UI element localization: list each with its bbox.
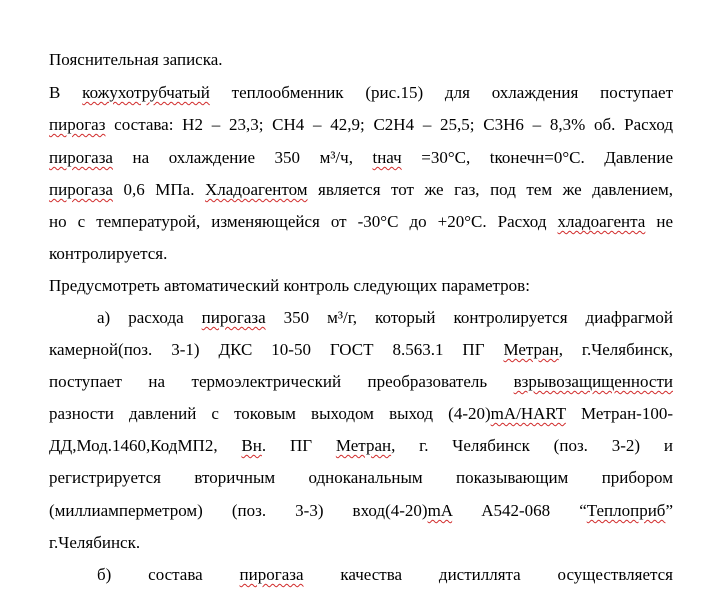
spell-error-word: tнач (372, 148, 402, 167)
text-span: разности давлений с токовым выходом выход (4-20) (49, 404, 491, 423)
spell-error-word: пирогаз (49, 115, 106, 134)
spell-error-word: кожухотрубчатый (82, 83, 210, 102)
text-span: . ПГ (261, 436, 336, 455)
item-a-line8: г.Челябинск. (49, 533, 141, 552)
text-span: 0,6 МПа. (112, 180, 205, 199)
text-span: на охлаждение 350 м³/ч, (112, 148, 373, 167)
text-span: , г. Челябинск (поз. 3-2) и (391, 436, 673, 455)
document-title: Пояснительная записка. (49, 50, 223, 69)
text-span: ” (665, 501, 673, 520)
text-span: =30°С, tконечн=0°С. Давление (401, 148, 673, 167)
text-span: качества дистиллята осуществляется (303, 565, 673, 584)
item-a-line5 (49, 436, 673, 456)
text-span: А542-068 “ (452, 501, 587, 520)
text-span: поступает на термоэлектрический преобразователь (49, 372, 514, 391)
text-span: В (49, 83, 83, 102)
text-span: не (645, 212, 673, 231)
spell-error-word: пирогаза (239, 565, 304, 584)
item-a-line4 (49, 404, 673, 424)
spell-error-word: взрывозащищенности (513, 372, 673, 391)
spell-error-word: пирогаза (49, 148, 113, 167)
item-a-line3 (49, 372, 673, 392)
item-a-line2 (49, 340, 673, 360)
paragraph1-line3 (49, 148, 673, 168)
text-span: а) расхода (97, 308, 202, 327)
spell-error-word: Хладоагентом (205, 180, 308, 199)
item-a-line1 (97, 308, 673, 328)
text-span: теплообменник (рис.15) для охлаждения поступает (209, 83, 673, 102)
spell-error-word: mA/HART (490, 404, 566, 423)
text-span: является тот же газ, под тем же давлением, (307, 180, 673, 199)
spell-error-word: пирогаза (201, 308, 266, 327)
paragraph1-line5 (49, 212, 673, 232)
paragraph1-line4 (49, 180, 673, 200)
spell-error-word: Метран (335, 436, 392, 455)
item-b-line1 (97, 565, 673, 585)
text-span: ДД,Мод.1460,КодМП2, (49, 436, 242, 455)
text-span: но с температурой, изменяющейся от -30°С до +20°С. Расход (49, 212, 558, 231)
item-a-line7 (49, 501, 673, 521)
text-span: состава: Н2 – 23,3; СН4 – 42,9; С2Н4 – 25,5; С3Н6 – 8,3% об. Расход (105, 115, 673, 134)
text-span: б) состава (97, 565, 240, 584)
item-a-line6: регистрируется вторичным одноканальным показывающим прибором (49, 468, 673, 487)
paragraph1-line1 (49, 83, 673, 103)
spell-error-word: Вн (241, 436, 262, 455)
text-span: (миллиамперметром) (поз. 3-3) вход(4-20) (49, 501, 428, 520)
text-span: , г.Челябинск, (558, 340, 673, 359)
paragraph2: Предусмотреть автоматический контроль следующих параметров: (49, 276, 530, 295)
spell-error-word: mA (427, 501, 453, 520)
paragraph1-line2 (49, 115, 673, 135)
spell-error-word: хладоагента (557, 212, 646, 231)
text-span: Метран-100- (565, 404, 673, 423)
text-span: камерной(поз. 3-1) ДКС 10-50 ГОСТ 8.563.1 ПГ (49, 340, 504, 359)
text-span: 350 м³/г, который контролируется диафрагмой (265, 308, 673, 327)
paragraph1-line6: контролируется. (49, 244, 168, 263)
spell-error-word: Теплоприб (586, 501, 666, 520)
spell-error-word: пирогаза (49, 180, 113, 199)
spell-error-word: Метран (503, 340, 559, 359)
